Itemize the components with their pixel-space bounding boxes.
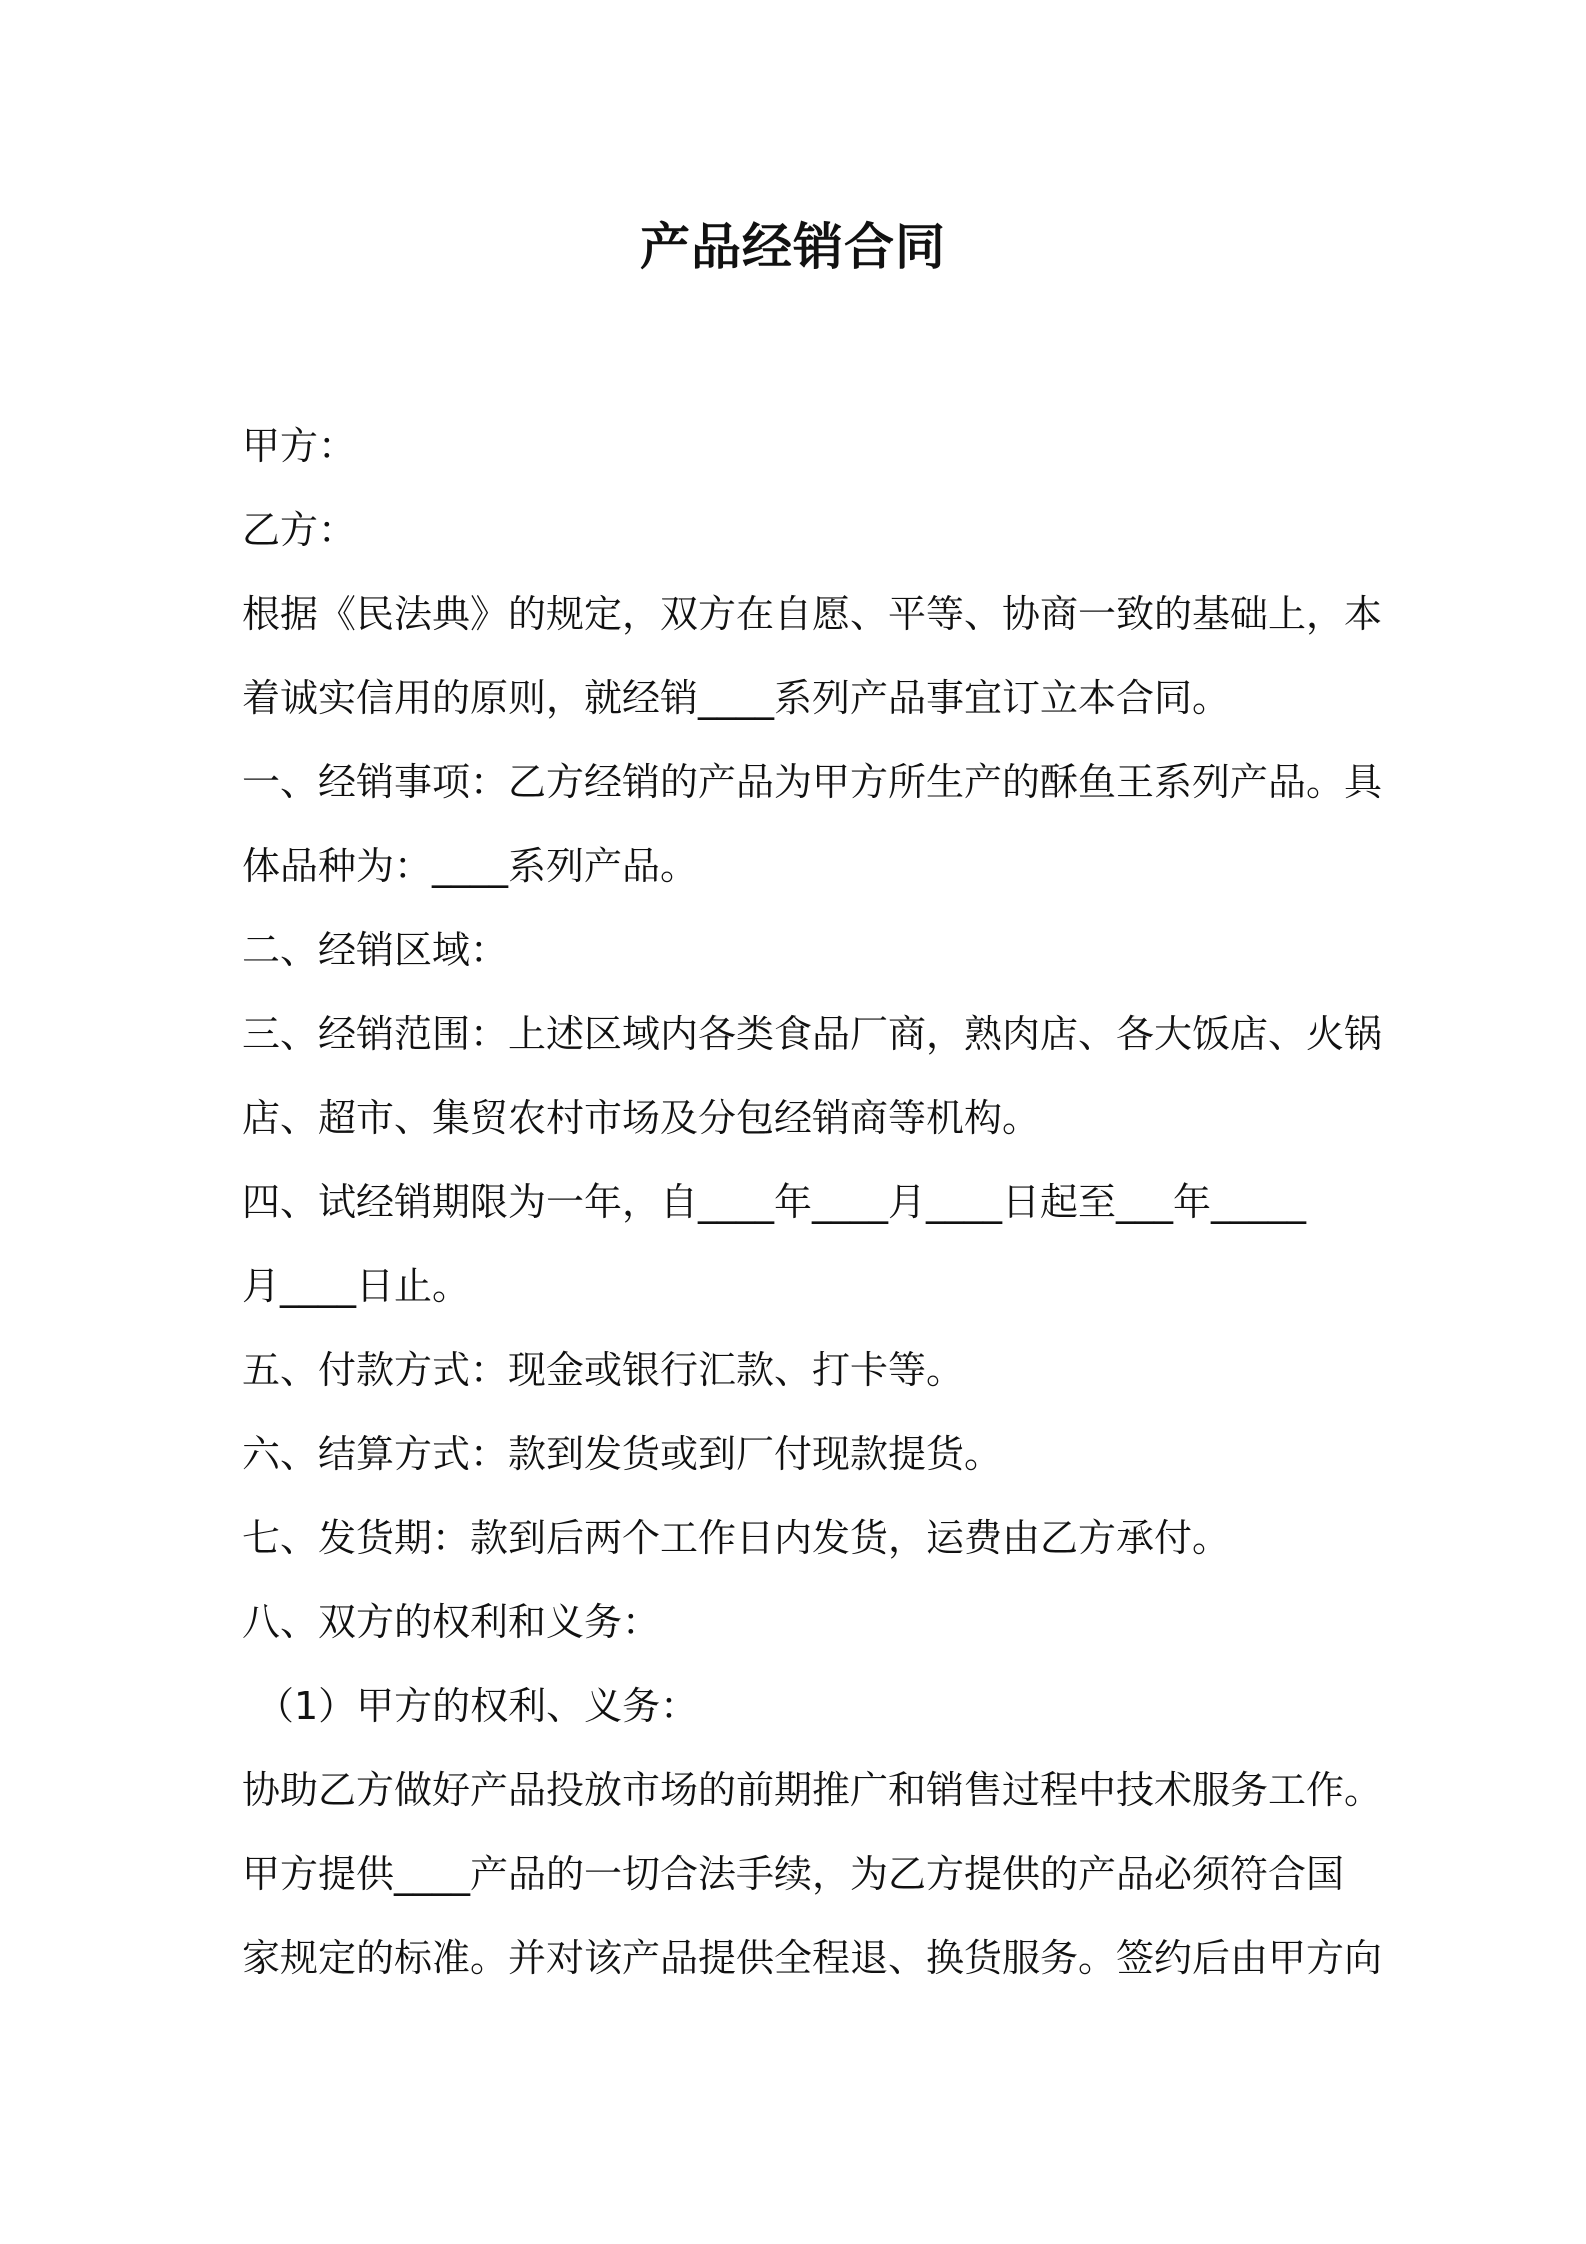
- party-b-line: 乙方：: [242, 508, 357, 552]
- clause-6-line: 六、结算方式：款到发货或到厂付现款提货。: [242, 1432, 1003, 1476]
- party-a-line: 甲方：: [242, 424, 357, 468]
- clause-8-sub-1-line-2: 甲方提供____产品的一切合法手续，为乙方提供的产品必须符合国: [242, 1852, 1345, 1896]
- preamble-line-1: 根据《民法典》的规定，双方在自愿、平等、协商一致的基础上，本: [242, 592, 1383, 636]
- clause-3-line-2: 店、超市、集贸农村市场及分包经销商等机构。: [242, 1096, 1041, 1140]
- preamble-line-2: 着诚实信用的原则，就经销____系列产品事宜订立本合同。: [242, 676, 1231, 720]
- clause-8-sub-1-heading: （1）甲方的权利、义务：: [256, 1684, 699, 1728]
- clause-8-sub-1-line-3: 家规定的标准。并对该产品提供全程退、换货服务。签约后由甲方向: [242, 1936, 1383, 1980]
- clause-8-sub-1-line-1: 协助乙方做好产品投放市场的前期推广和销售过程中技术服务工作。: [242, 1768, 1383, 1812]
- clause-7-line: 七、发货期：款到后两个工作日内发货，运费由乙方承付。: [242, 1516, 1231, 1560]
- clause-2-line: 二、经销区域：: [242, 928, 509, 972]
- clause-8-heading: 八、双方的权利和义务：: [242, 1600, 661, 1644]
- document-body: [242, 404, 1383, 2000]
- document-title: 产品经销合同: [640, 218, 946, 276]
- clause-5-line: 五、付款方式：现金或银行汇款、打卡等。: [242, 1348, 965, 1392]
- clause-1-line-1: 一、经销事项：乙方经销的产品为甲方所生产的酥鱼王系列产品。具: [242, 760, 1383, 804]
- clause-1-line-2: 体品种为：____系列产品。: [242, 844, 699, 888]
- clause-3-line-1: 三、经销范围：上述区域内各类食品厂商，熟肉店、各大饭店、火锅: [242, 1012, 1383, 1056]
- clause-4-line-2: 月____日止。: [242, 1264, 471, 1308]
- clause-4-line-1: 四、试经销期限为一年，自____年____月____日起至___年_____: [242, 1180, 1307, 1224]
